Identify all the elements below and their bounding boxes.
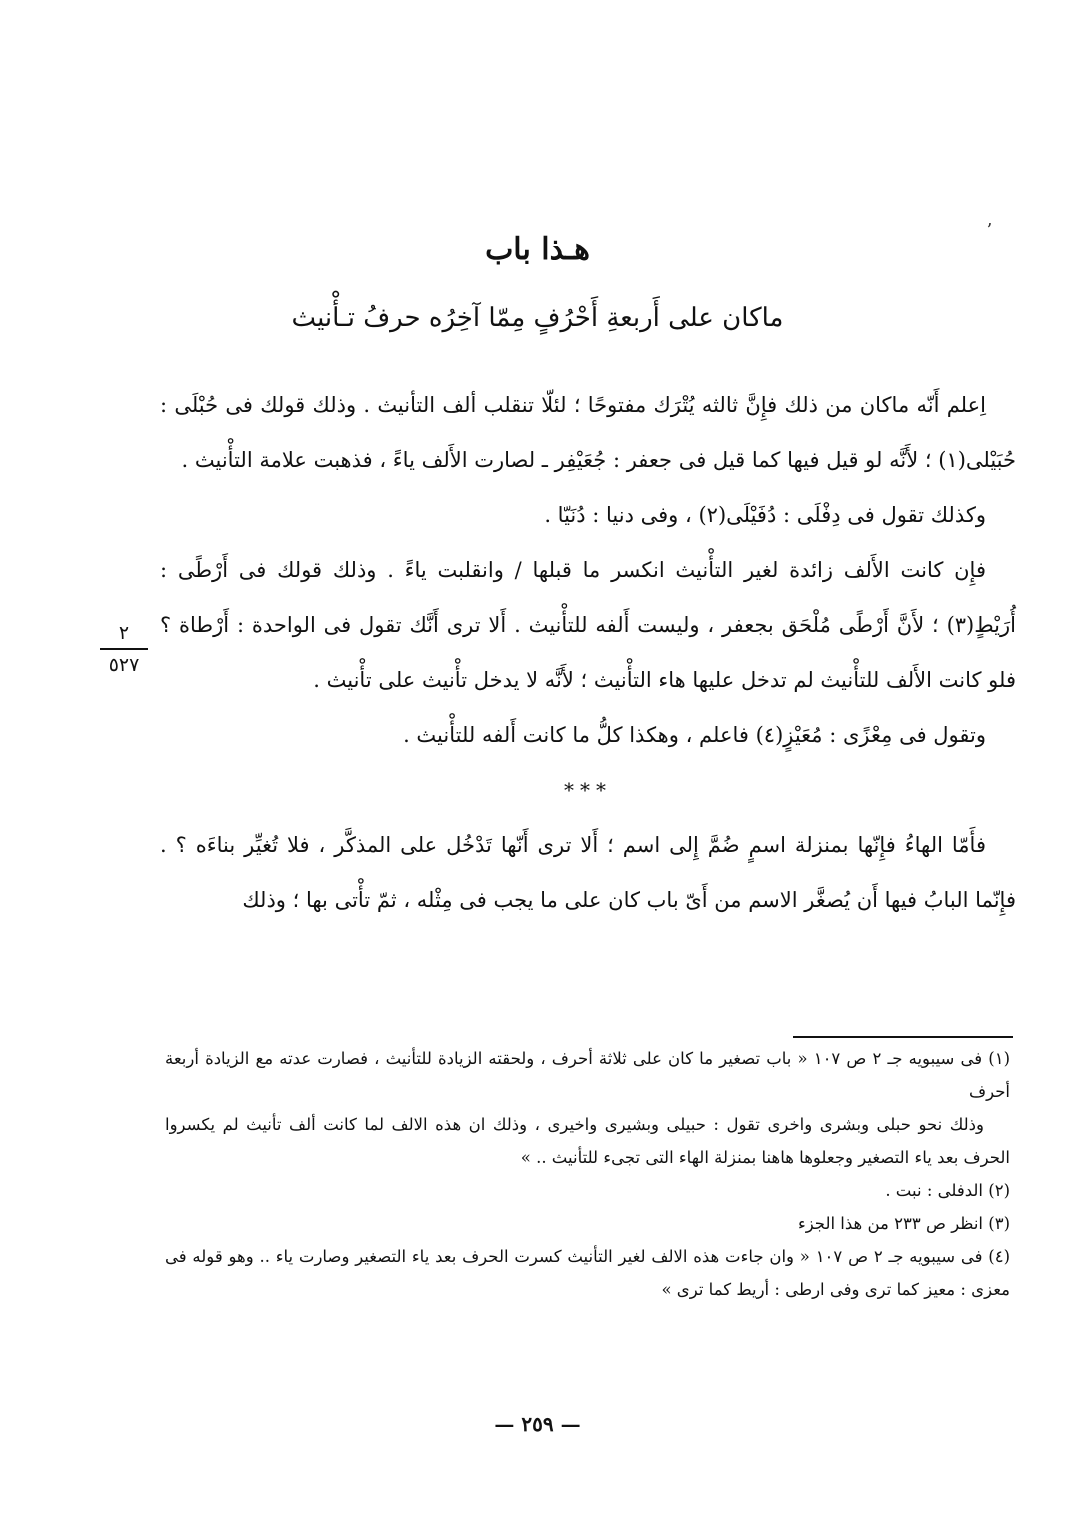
chapter-heading: هـذا باب [485, 232, 590, 267]
paragraph: وتقول فى مِعْزًى : مُعَيْزٍ(٤) فاعلم ، وهكذا كلُّ ما كانت أَلفه للتأْنيث . [403, 723, 986, 747]
footnote-4: (٤) فى سيبويه جـ ٢ ص ١٠٧ « وان جاءت هذه الالف لغير التأنيث كسرت الحرف بعد ياء التصغير وصارت ياء .. وهو قوله فى معزى : معيز كما ترى وفى ارطى : أريط كما ترى » [165, 1247, 1010, 1299]
footnote-1-continued: وذلك نحو حبلى وبشرى واخرى تقول : حبيلى وبشيرى واخيرى ، وذلك ان هذه الالف لما كانت ألف تأنيث لم يكسروا الحرف بعد ياء التصغير وجعلوها هاهنا بمنزلة الهاء التى تجىء للتأنيث .. » [165, 1115, 1010, 1167]
margin-divider [100, 648, 148, 650]
footnote-rule [793, 1036, 1013, 1038]
margin-page-reference [100, 620, 148, 678]
main-text [160, 378, 1016, 928]
section-separator: *** [564, 778, 612, 802]
footnote-1: (١) فى سيبويه جـ ٢ ص ١٠٧ « باب تصغير ما كان على ثلاثة أحرف ، ولحقته الزيادة للتأنيث ، فصارت عدته مع الزيادة أربعة أحرف [165, 1049, 1010, 1101]
paragraph: فإِن كانت الأَلف زائدة لغير التأْنيث انكسر ما قبلها / وانقلبت ياءً . وذلك قولك فى أَرْطًى : أُرَيْطٍ(٣) ؛ لأَنَّ أَرْطًى مُلْحَق بجعفر ، وليست أَلفه للتأْنيث . أَلا ترى أَنَّك تقول فى الواحدة : أَرْطاة ؟ فلو كانت الأَلف للتأْنيث لم تدخل عليها هاء التأْنيث ؛ لأَنَّه لا يدخل تأْنيث على تأْنيث . [160, 558, 1016, 692]
margin-volume: ٢ [118, 622, 130, 644]
chapter-subheading: ماكان على أَربعةِ أَحْرُفٍ مِمّا آخِرُه حرفُ تـأْنيث [291, 303, 784, 333]
footnote-2: (٢) الدفلى : نبت . [885, 1181, 1010, 1200]
footnote-3: (٣) انظر ص ٢٣٣ من هذا الجزء [797, 1214, 1010, 1233]
page-number: — ٢٥٩ — [494, 1412, 581, 1436]
paragraph: وكذلك تقول فى دِفْلَى : دُفَيْلَى(٢) ، وفى دنيا : دُنَيّا . [544, 503, 986, 527]
paragraph: اِعلم أَنّه ماكان من ذلك فإِنَّ ثالثه يُتْرَك مفتوحًا ؛ لئلّا تنقلب ألف التأنيث . وذلك قولك فى حُبْلَى : حُبَيْلى(١) ؛ لأَنَّه لو قيل فيها كما قيل فى جعفر : جُعَيْفِر ـ لصارت الأَلف ياءً ، فذهبت علامة التأْنيث . [160, 393, 1016, 472]
paragraph: فأَمّا الهاءُ فإِنّها بمنزلة اسمٍ ضُمَّ إِلى اسم ؛ أَلا ترى أَنّها تَدْخُل على المذكَّر ، فلا تُغيِّر بناءَه ؟ . فإِنّما البابُ فيها أَن يُصغَّر الاسم من أَىّ باب كان على ما يجب فى مِثْله ، ثمّ تأْتى بها ؛ وذلك [160, 833, 1016, 912]
margin-page: ٥٢٧ [108, 654, 140, 676]
margin-mark: ʼ [986, 220, 992, 241]
footnotes [165, 1042, 1010, 1306]
